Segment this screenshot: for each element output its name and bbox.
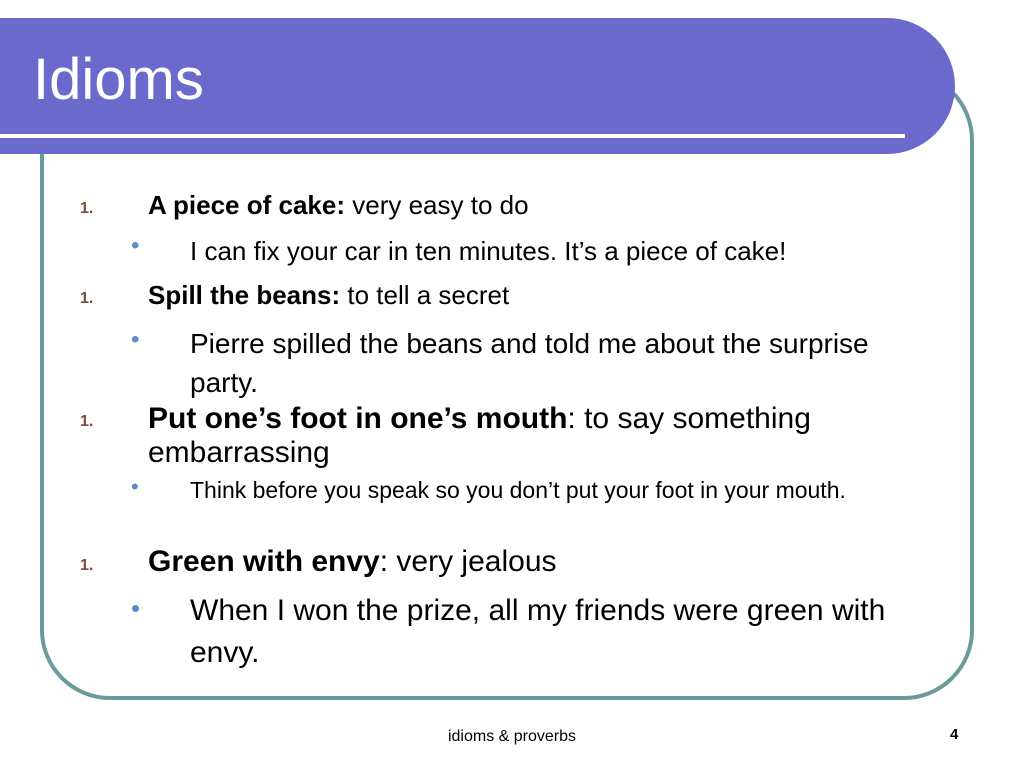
bullet-icon: • [131,474,139,499]
item-number: 1. [80,557,94,574]
item-number: 1. [80,413,94,430]
footer-text: idioms & proverbs [447,728,577,745]
idiom-example: Pierre spilled the beans and told me about the surprise party. [190,328,869,399]
page-number: 4 [950,726,959,743]
idiom-term: Green with envy [148,545,380,578]
slide-title: Idioms [33,47,204,112]
item-number: 1. [80,200,94,217]
idiom-example: I can fix your car in ten minutes. It’s a piece of cake! [190,236,787,266]
item-number: 1. [80,290,94,307]
idiom-definition: : very jealous [379,545,557,578]
idiom-definition: : to say something embarrassing [148,402,811,469]
idiom-item [148,545,928,579]
idiom-definition: to tell a secret [340,280,510,310]
idiom-term: A piece of cake: [148,190,346,220]
idiom-item [148,281,928,310]
idiom-item [148,402,918,469]
idiom-term: Spill the beans: [148,280,341,310]
bullet-icon: • [131,326,140,353]
bullet-icon: • [131,593,141,623]
bullet-icon: • [131,232,140,259]
idiom-item [148,191,928,220]
idiom-example: When I won the prize, all my friends were green with envy. [190,594,886,669]
idiom-term: Put one’s foot in one’s mouth [148,402,568,435]
idiom-example: Think before you speak so you don’t put your foot in your mouth. [190,477,846,503]
idiom-definition: very easy to do [345,190,529,220]
